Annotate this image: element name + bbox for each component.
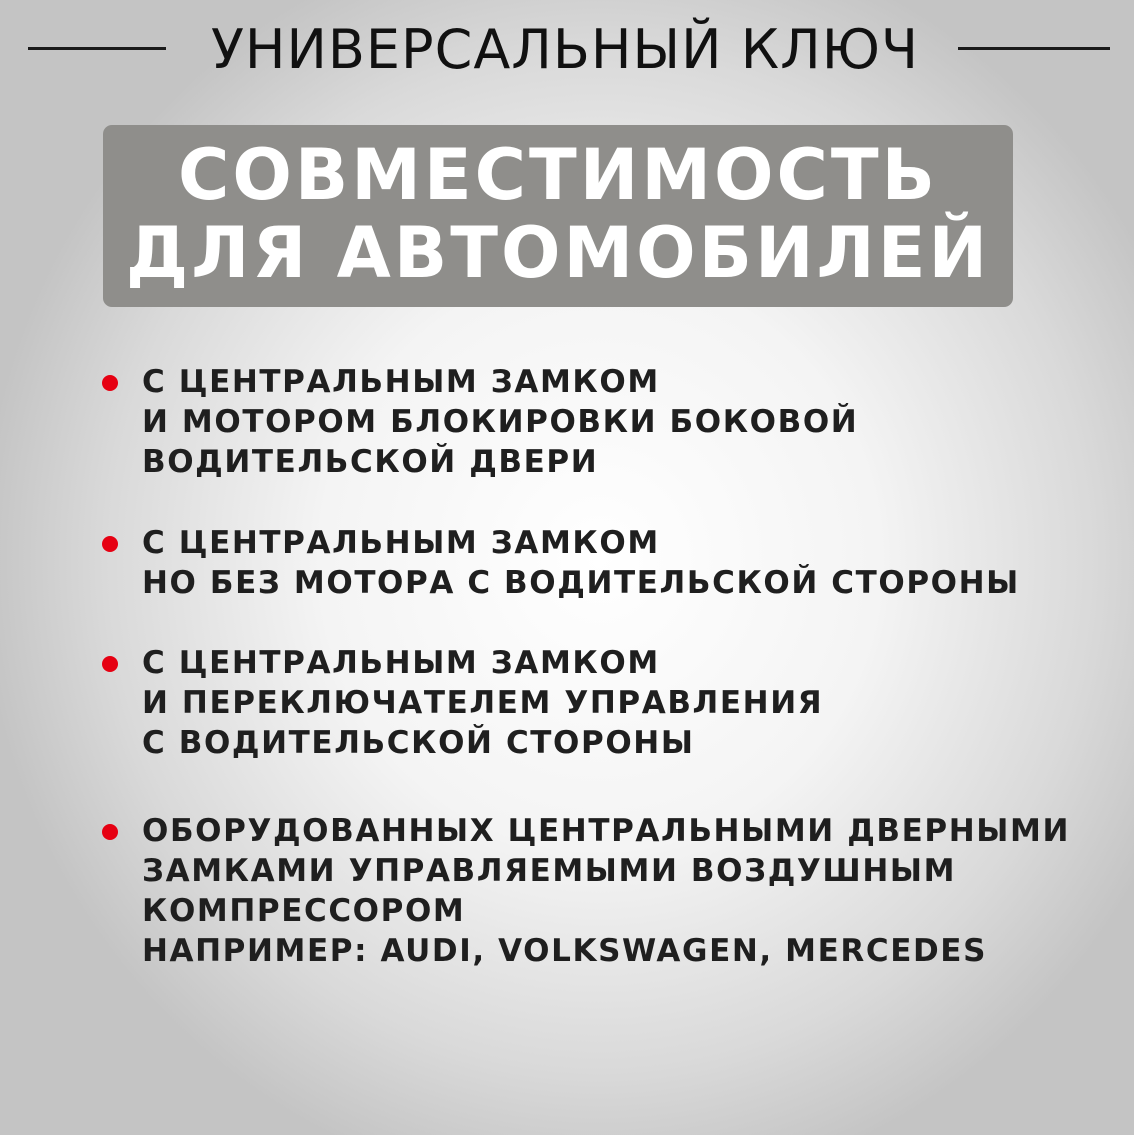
- list-item-line: И ПЕРЕКЛЮЧАТЕЛЕМ УПРАВЛЕНИЯ: [142, 685, 824, 721]
- bullet-dot-icon: [102, 824, 118, 840]
- list-item-line: НАПРИМЕР: AUDI, VOLKSWAGEN, MERCEDES: [142, 933, 988, 969]
- list-item-line: ВОДИТЕЛЬСКОЙ ДВЕРИ: [142, 444, 599, 480]
- page-title: УНИВЕРСАЛЬНЫЙ КЛЮЧ: [210, 18, 919, 81]
- list-item-line: И МОТОРОМ БЛОКИРОВКИ БОКОВОЙ: [142, 404, 859, 440]
- bullet-dot-icon: [102, 656, 118, 672]
- bullet-dot-icon: [102, 375, 118, 391]
- banner-heading-line-1: СОВМЕСТИМОСТЬ: [177, 134, 939, 216]
- banner-heading-line-2: ДЛЯ АВТОМОБИЛЕЙ: [125, 212, 991, 294]
- list-item-line: ОБОРУДОВАННЫХ ЦЕНТРАЛЬНЫМИ ДВЕРНЫМИ: [142, 813, 1070, 849]
- list-item-line: ЗАМКАМИ УПРАВЛЯЕМЫМИ ВОЗДУШНЫМ: [142, 853, 957, 889]
- list-item-line: С ВОДИТЕЛЬСКОЙ СТОРОНЫ: [142, 725, 695, 761]
- list-item-line: НО БЕЗ МОТОРА С ВОДИТЕЛЬСКОЙ СТОРОНЫ: [142, 565, 1020, 601]
- list-item-line: С ЦЕНТРАЛЬНЫМ ЗАМКОМ: [142, 525, 660, 561]
- list-item-line: КОМПРЕССОРОМ: [142, 893, 466, 929]
- list-item-line: С ЦЕНТРАЛЬНЫМ ЗАМКОМ: [142, 364, 660, 400]
- list-item-line: С ЦЕНТРАЛЬНЫМ ЗАМКОМ: [142, 645, 660, 681]
- bullet-dot-icon: [102, 536, 118, 552]
